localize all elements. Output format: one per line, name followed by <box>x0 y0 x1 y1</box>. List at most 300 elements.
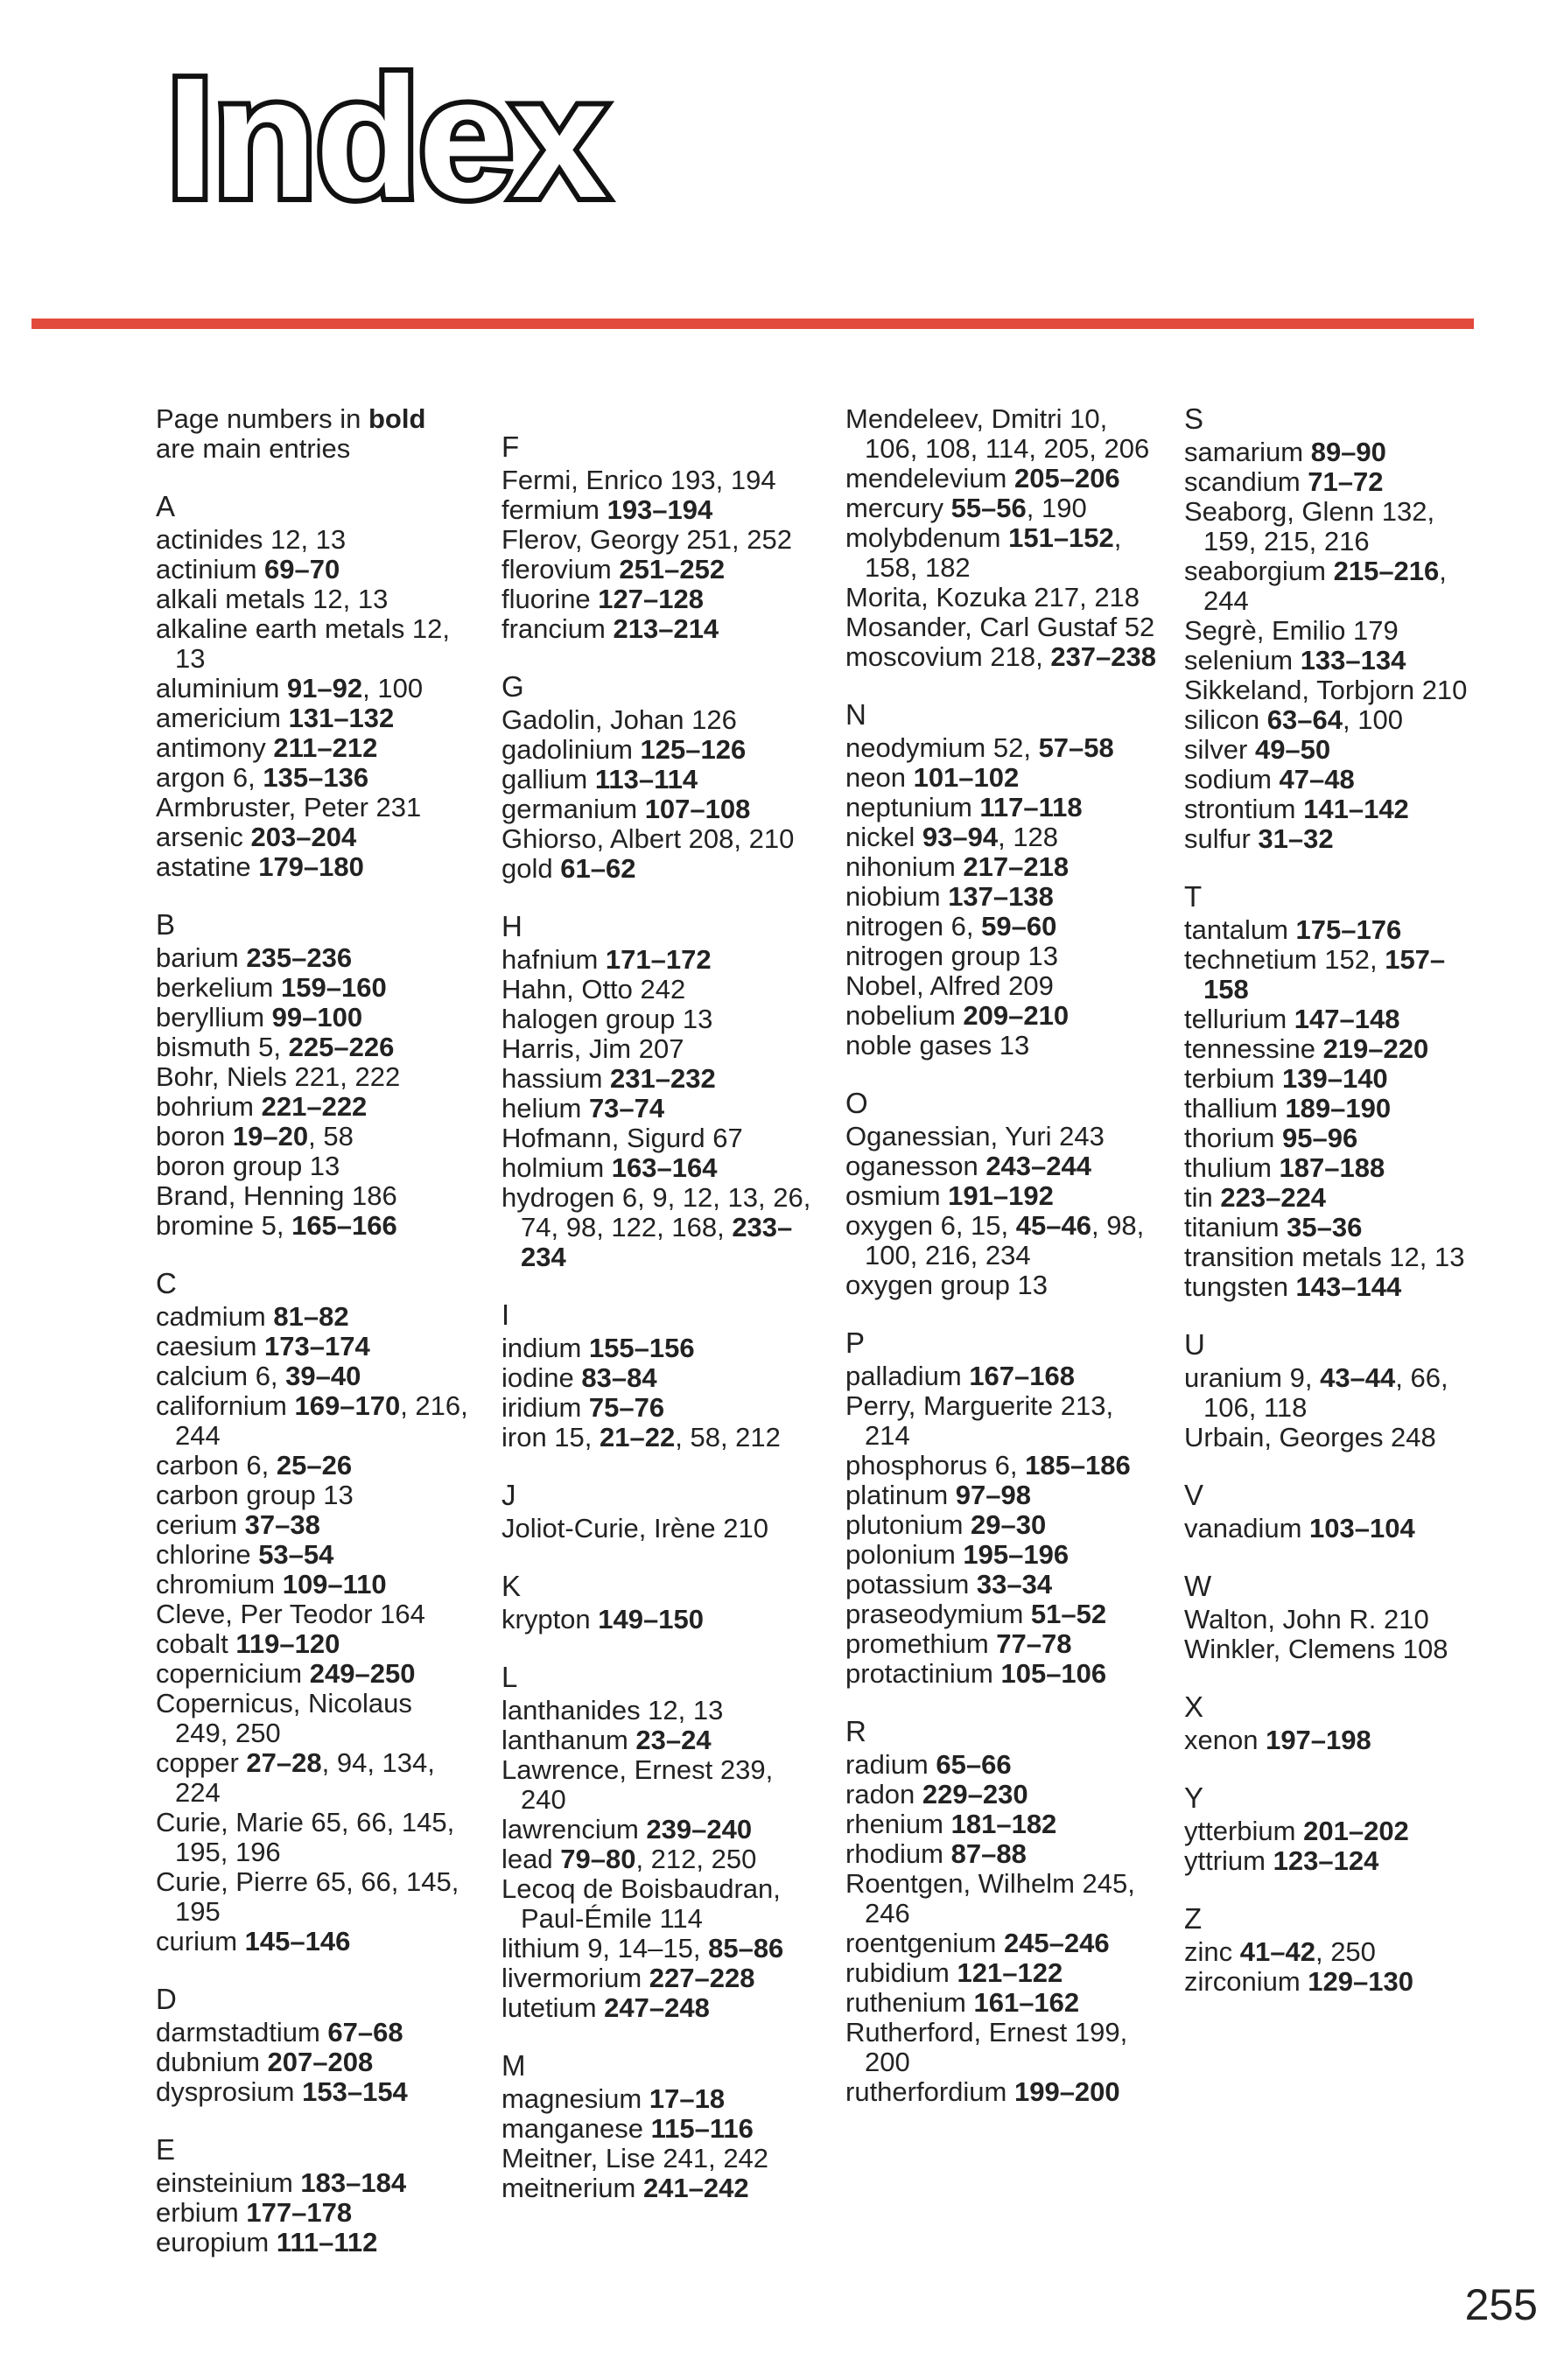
entry-term: Hahn, Otto 242 <box>501 974 686 1004</box>
index-entry <box>1184 1726 1486 1755</box>
main-entry-pages: 131–132 <box>288 703 395 733</box>
entry-term: osmium <box>845 1180 949 1211</box>
entry-term: Walton, John R. 210 <box>1184 1604 1429 1634</box>
entry-term: iron 15, <box>501 1422 600 1452</box>
main-entry-pages: 117–118 <box>979 792 1083 822</box>
entry-term: zinc <box>1184 1936 1240 1967</box>
index-entry <box>156 822 471 852</box>
index-entry <box>156 1062 471 1092</box>
entry-term: titanium <box>1184 1212 1287 1242</box>
entry-term: Armbruster, Peter 231 <box>156 792 422 822</box>
entry-term: Flerov, Georgy 251, 252 <box>501 524 792 555</box>
index-entry <box>156 1122 471 1152</box>
entry-term: Curie, Pierre 65, 66, 145, 195 <box>156 1866 459 1927</box>
entry-term: indium <box>501 1333 589 1363</box>
entry-extra-pages: , 58, 212 <box>675 1422 781 1452</box>
index-entry <box>845 1869 1156 1928</box>
index-entry <box>845 1211 1156 1270</box>
index-entry <box>156 1659 471 1689</box>
entry-term: molybdenum <box>845 522 1009 553</box>
section-letter: S <box>1184 402 1204 435</box>
index-entry <box>156 1391 471 1451</box>
main-entry-pages: 109–110 <box>282 1569 387 1600</box>
main-entry-pages: 89–90 <box>1310 437 1386 467</box>
main-entry-pages: 167–168 <box>969 1361 1075 1391</box>
index-entry <box>845 1958 1156 1988</box>
index-entry <box>156 793 471 822</box>
index-entry <box>501 1034 817 1064</box>
index-entry <box>156 1927 471 1956</box>
entry-term: chromium <box>156 1569 283 1600</box>
entry-term: rubidium <box>845 1957 957 1988</box>
entry-extra-pages: , 128 <box>998 822 1059 852</box>
index-entry <box>156 1362 471 1391</box>
index-entry <box>1184 1272 1486 1302</box>
main-entry-pages: 159–160 <box>281 972 387 1003</box>
entry-term: Lecoq de Boisbaudran, Paul-Émile 114 <box>501 1873 781 1934</box>
entry-term: Perry, Marguerite 213, 214 <box>845 1390 1114 1451</box>
main-entry-pages: 65–66 <box>936 1749 1012 1780</box>
index-entry <box>156 943 471 973</box>
main-entry-pages: 85–86 <box>708 1933 784 1964</box>
index-entry <box>156 1808 471 1867</box>
entry-term: Oganessian, Yuri 243 <box>845 1121 1105 1152</box>
entry-term: Cleve, Per Teodor 164 <box>156 1599 425 1629</box>
entry-term: neodymium 52, <box>845 732 1039 763</box>
main-entry-pages: 231–232 <box>610 1063 716 1094</box>
index-entry <box>156 674 471 704</box>
note-text: are main entries <box>156 433 351 464</box>
entry-extra-pages: , 98, 100, 216, 234 <box>865 1210 1145 1270</box>
index-entry <box>501 1183 817 1272</box>
main-entry-pages: 55–56 <box>950 493 1027 523</box>
index-column-3 <box>845 404 1156 2107</box>
entry-term: carbon group 13 <box>156 1480 354 1510</box>
main-entry-pages: 23–24 <box>635 1725 712 1755</box>
entry-term: hafnium <box>501 944 606 975</box>
entry-term: aluminium <box>156 673 287 704</box>
index-entry <box>501 1514 817 1544</box>
entry-term: silver <box>1184 734 1255 765</box>
entry-term: helium <box>501 1093 589 1124</box>
main-entry-pages: 201–202 <box>1303 1816 1409 1846</box>
entry-term: curium <box>156 1926 245 1956</box>
index-entry <box>845 1451 1156 1480</box>
main-entry-pages: 129–130 <box>1308 1966 1413 1997</box>
index-entry <box>845 1181 1156 1211</box>
main-entry-pages: 47–48 <box>1279 764 1355 794</box>
main-entry-pages: 83–84 <box>581 1362 657 1393</box>
index-entry <box>156 973 471 1003</box>
index-entry <box>1184 1363 1486 1423</box>
index-entry <box>1184 1124 1486 1153</box>
index-entry <box>845 1600 1156 1629</box>
entry-term: nitrogen group 13 <box>845 941 1059 971</box>
entry-term: tennessine <box>1184 1033 1323 1064</box>
index-entry <box>1184 1213 1486 1242</box>
index-entry <box>501 555 817 584</box>
entry-term: Mosander, Carl Gustaf 52 <box>845 612 1155 642</box>
index-entry <box>845 1480 1156 1510</box>
entry-extra-pages: , 212, 250 <box>635 1844 757 1874</box>
entry-term: chlorine <box>156 1539 259 1570</box>
entry-term: silicon <box>1184 704 1267 735</box>
entry-term: krypton <box>501 1604 599 1634</box>
main-entry-pages: 101–102 <box>913 762 1020 793</box>
main-entry-pages: 193–194 <box>607 494 713 525</box>
entry-term: europium <box>156 2227 277 2258</box>
entry-term: argon 6, <box>156 762 263 793</box>
main-entry-pages: 119–120 <box>235 1628 340 1659</box>
entry-term: cerium <box>156 1509 245 1540</box>
entry-term: samarium <box>1184 437 1311 467</box>
main-entry-pages: 143–144 <box>1295 1271 1402 1302</box>
main-entry-pages: 37–38 <box>244 1509 320 1540</box>
main-entry-pages: 157–158 <box>1203 944 1446 1004</box>
entry-term: gold <box>501 853 561 884</box>
main-entry-pages: 211–212 <box>273 732 378 763</box>
entry-term: lutetium <box>501 1992 605 2023</box>
main-entry-pages: 103–104 <box>1309 1513 1415 1544</box>
entry-extra-pages: , 250 <box>1315 1936 1376 1967</box>
index-entry <box>156 1480 471 1510</box>
index-entry <box>156 1570 471 1600</box>
section-letter: G <box>501 670 524 703</box>
index-entry <box>845 642 1156 672</box>
main-entry-pages: 195–196 <box>963 1539 1070 1570</box>
index-entry <box>156 555 471 584</box>
section-letter: N <box>845 698 866 731</box>
entry-term: strontium <box>1184 794 1304 824</box>
entry-extra-pages: , 66, 106, 118 <box>1203 1362 1448 1423</box>
main-entry-pages: 39–40 <box>285 1361 361 1391</box>
bold-note <box>156 404 471 464</box>
entry-term: Curie, Marie 65, 66, 145, 195, 196 <box>156 1807 455 1867</box>
index-entry <box>156 1092 471 1122</box>
main-entry-pages: 59–60 <box>981 911 1057 942</box>
index-entry <box>156 2048 471 2077</box>
entry-term: darmstadtium <box>156 2017 328 2048</box>
entry-term: americium <box>156 703 289 733</box>
index-entry <box>156 614 471 674</box>
index-entry <box>501 525 817 555</box>
index-entry <box>1184 945 1486 1004</box>
entry-term: neon <box>845 762 914 793</box>
main-entry-pages: 115–116 <box>650 2113 754 2144</box>
main-entry-pages: 21–22 <box>600 1422 676 1452</box>
index-entry <box>501 824 817 854</box>
main-entry-pages: 217–218 <box>963 851 1070 882</box>
section-letter: A <box>156 490 176 522</box>
index-entry <box>156 1451 471 1480</box>
index-entry <box>1184 1064 1486 1094</box>
entry-term: berkelium <box>156 972 281 1003</box>
index-entry <box>1184 915 1486 945</box>
main-entry-pages: 33–34 <box>976 1569 1053 1600</box>
index-entry <box>1184 1967 1486 1997</box>
entry-term: tin <box>1184 1182 1221 1213</box>
index-entry <box>156 1032 471 1062</box>
index-entry <box>845 583 1156 612</box>
main-entry-pages: 105–106 <box>1000 1658 1107 1689</box>
entry-term: phosphorus 6, <box>845 1450 1026 1480</box>
index-entry <box>1184 1937 1486 1967</box>
index-entry <box>845 1629 1156 1659</box>
entry-term: boron group 13 <box>156 1151 340 1181</box>
entry-term: fluorine <box>501 584 599 614</box>
entry-term: lanthanum <box>501 1725 636 1755</box>
entry-term: protactinium <box>845 1658 1001 1689</box>
entry-term: Meitner, Lise 241, 242 <box>501 2143 769 2174</box>
entry-term: copper <box>156 1747 247 1778</box>
index-entry <box>1184 1034 1486 1064</box>
main-entry-pages: 227–228 <box>649 1963 755 1993</box>
index-entry <box>845 882 1156 912</box>
entry-term: tantalum <box>1184 914 1296 945</box>
note-text: Page numbers in <box>156 403 368 434</box>
main-entry-pages: 177–178 <box>246 2197 353 2228</box>
index-entry <box>156 1152 471 1181</box>
section-letter: W <box>1184 1570 1212 1602</box>
entry-term: caesium <box>156 1331 265 1362</box>
index-entry <box>156 1181 471 1211</box>
page-title: Index <box>166 42 606 234</box>
main-entry-pages: 71–72 <box>1308 466 1384 497</box>
entry-term: actinium <box>156 554 265 584</box>
main-entry-pages: 221–222 <box>261 1091 368 1122</box>
entry-term: Roentgen, Wilhelm 245, 246 <box>845 1868 1135 1928</box>
main-entry-pages: 249–250 <box>309 1658 416 1689</box>
entry-term: arsenic <box>156 822 251 852</box>
entry-term: selenium <box>1184 645 1301 676</box>
index-entry <box>501 794 817 824</box>
main-entry-pages: 145–146 <box>244 1926 351 1956</box>
main-entry-pages: 91–92 <box>286 673 363 704</box>
index-entry <box>501 495 817 525</box>
index-entry <box>845 793 1156 822</box>
main-entry-pages: 75–76 <box>588 1392 665 1423</box>
index-entry <box>845 1122 1156 1152</box>
section-letter: V <box>1184 1479 1204 1511</box>
main-entry-pages: 107–108 <box>644 794 751 824</box>
entry-term: carbon 6, <box>156 1450 277 1480</box>
section-letter: J <box>501 1479 516 1511</box>
index-column-4 <box>1184 404 1486 1997</box>
index-entry <box>156 704 471 733</box>
main-entry-pages: 185–186 <box>1025 1450 1131 1480</box>
main-entry-pages: 187–188 <box>1279 1152 1385 1183</box>
index-entry <box>845 1152 1156 1181</box>
index-entry <box>845 822 1156 852</box>
index-entry <box>156 1003 471 1032</box>
section-letter: E <box>156 2133 176 2166</box>
entry-term: francium <box>501 613 614 644</box>
index-entry <box>845 1362 1156 1391</box>
entry-term: yttrium <box>1184 1845 1273 1876</box>
main-entry-pages: 27–28 <box>246 1747 322 1778</box>
main-entry-pages: 139–140 <box>1281 1063 1388 1094</box>
main-entry-pages: 17–18 <box>649 2083 726 2114</box>
index-entry <box>845 1270 1156 1300</box>
entry-term: rhodium <box>845 1838 951 1869</box>
entry-term: Bohr, Niels 221, 222 <box>156 1061 401 1092</box>
entry-term: palladium <box>845 1361 970 1391</box>
entry-term: Sikkeland, Torbjorn 210 <box>1184 675 1468 705</box>
main-entry-pages: 169–170 <box>294 1390 401 1421</box>
main-entry-pages: 137–138 <box>948 881 1054 912</box>
entry-term: thulium <box>1184 1152 1280 1183</box>
main-entry-pages: 25–26 <box>276 1450 353 1480</box>
entry-term: Morita, Kozuka 217, 218 <box>845 582 1140 612</box>
entry-term: erbium <box>156 2197 247 2228</box>
entry-term: ytterbium <box>1184 1816 1304 1846</box>
index-entry <box>156 1302 471 1332</box>
section-letter: Z <box>1184 1902 1203 1935</box>
entry-term: Rutherford, Ernest 199, 200 <box>845 2017 1128 2077</box>
section-letter: Y <box>1184 1782 1204 1814</box>
entry-term: dysprosium <box>156 2076 303 2107</box>
main-entry-pages: 233–234 <box>521 1212 793 1272</box>
main-entry-pages: 163–164 <box>611 1152 718 1183</box>
index-entry <box>845 733 1156 763</box>
index-entry <box>845 1988 1156 2018</box>
entry-term: mendelevium <box>845 463 1014 494</box>
index-entry <box>845 1659 1156 1689</box>
main-entry-pages: 97–98 <box>955 1480 1032 1510</box>
index-entry <box>501 1094 817 1124</box>
main-entry-pages: 247–248 <box>604 1992 710 2023</box>
index-entry <box>501 1726 817 1755</box>
entry-term: thallium <box>1184 1093 1286 1124</box>
entry-term: zirconium <box>1184 1966 1308 1997</box>
index-entry <box>501 614 817 644</box>
index-entry <box>501 2174 817 2203</box>
entry-term: Hofmann, Sigurd 67 <box>501 1123 743 1153</box>
entry-term: plutonium <box>845 1509 971 1540</box>
index-entry <box>845 852 1156 882</box>
entry-term: californium <box>156 1390 295 1421</box>
page-number: 255 <box>1464 2280 1538 2329</box>
entry-term: cobalt <box>156 1628 236 1659</box>
index-entry <box>501 1844 817 1874</box>
entry-extra-pages: , 58 <box>308 1121 354 1152</box>
entry-term: lead <box>501 1844 561 1874</box>
section-letter: T <box>1184 880 1203 913</box>
index-entry <box>501 1874 817 1934</box>
entry-term: Ghiorso, Albert 208, 210 <box>501 823 795 854</box>
entry-term: calcium 6, <box>156 1361 286 1391</box>
index-entry <box>845 1750 1156 1780</box>
section-letter: U <box>1184 1328 1205 1361</box>
entry-term: praseodymium <box>845 1599 1031 1629</box>
section-letter: H <box>501 910 523 942</box>
main-entry-pages: 43–44 <box>1320 1362 1396 1393</box>
index-entry <box>501 765 817 794</box>
main-entry-pages: 63–64 <box>1266 704 1343 735</box>
section-letter: O <box>845 1087 868 1119</box>
index-entry <box>156 2077 471 2107</box>
entry-term: Winkler, Clemens 108 <box>1184 1634 1448 1664</box>
index-column-2 <box>501 404 817 2203</box>
index-entry <box>845 523 1156 583</box>
entry-term: Segrè, Emilio 179 <box>1184 615 1399 646</box>
main-entry-pages: 223–224 <box>1220 1182 1327 1213</box>
main-entry-pages: 127–128 <box>598 584 704 614</box>
index-entry <box>501 1993 817 2023</box>
entry-term: hassium <box>501 1063 611 1094</box>
index-entry <box>1184 1094 1486 1124</box>
main-entry-pages: 41–42 <box>1239 1936 1315 1967</box>
index-entry <box>845 1839 1156 1869</box>
entry-term: technetium 152, <box>1184 944 1385 975</box>
index-entry <box>1184 705 1486 735</box>
main-entry-pages: 207–208 <box>267 2047 374 2077</box>
index-entry <box>501 2144 817 2174</box>
main-entry-pages: 245–246 <box>1003 1928 1110 1958</box>
index-entry <box>156 2168 471 2198</box>
entry-term: antimony <box>156 732 274 763</box>
index-entry <box>1184 646 1486 676</box>
index-entry <box>156 763 471 793</box>
index-entry <box>501 1696 817 1726</box>
index-entry <box>1184 1605 1486 1634</box>
main-entry-pages: 125–126 <box>640 734 747 765</box>
main-entry-pages: 229–230 <box>922 1779 1028 1810</box>
index-entry <box>845 1780 1156 1810</box>
index-entry <box>1184 1423 1486 1452</box>
index-entry <box>845 404 1156 464</box>
index-entry <box>1184 1242 1486 1272</box>
entry-term: barium <box>156 942 247 973</box>
index-entry <box>845 1540 1156 1570</box>
main-entry-pages: 49–50 <box>1254 734 1331 765</box>
main-entry-pages: 57–58 <box>1038 732 1114 763</box>
main-entry-pages: 151–152 <box>1008 522 1114 553</box>
entry-term: manganese <box>501 2113 651 2144</box>
entry-term: gallium <box>501 764 595 794</box>
entry-term: Copernicus, Nicolaus 249, 250 <box>156 1688 412 1748</box>
index-entry <box>156 1510 471 1540</box>
entry-term: oxygen group 13 <box>845 1270 1048 1300</box>
main-entry-pages: 99–100 <box>271 1002 363 1032</box>
entry-term: vanadium <box>1184 1513 1310 1544</box>
entry-term: roentgenium <box>845 1928 1004 1958</box>
entry-term: rhenium <box>845 1809 951 1839</box>
index-entry <box>845 494 1156 523</box>
index-entry <box>845 2077 1156 2107</box>
index-entry <box>156 733 471 763</box>
index-entry <box>501 975 817 1004</box>
note-bold-word: bold <box>368 403 426 434</box>
index-entry <box>1184 1816 1486 1846</box>
index-entry <box>845 1570 1156 1600</box>
entry-term: polonium <box>845 1539 964 1570</box>
main-entry-pages: 213–214 <box>613 613 719 644</box>
entry-term: potassium <box>845 1569 977 1600</box>
index-entry <box>1184 497 1486 556</box>
entry-term: moscovium 218, <box>845 641 1051 672</box>
index-entry <box>501 705 817 735</box>
index-entry <box>156 2228 471 2258</box>
main-entry-pages: 219–220 <box>1322 1033 1429 1064</box>
entry-term: alkali metals 12, 13 <box>156 584 389 614</box>
main-entry-pages: 199–200 <box>1013 2076 1120 2107</box>
entry-term: seaborgium <box>1184 556 1334 586</box>
entry-term: cadmium <box>156 1301 274 1332</box>
main-entry-pages: 93–94 <box>922 822 999 852</box>
entry-term: nihonium <box>845 851 964 882</box>
section-letter: R <box>845 1715 866 1747</box>
